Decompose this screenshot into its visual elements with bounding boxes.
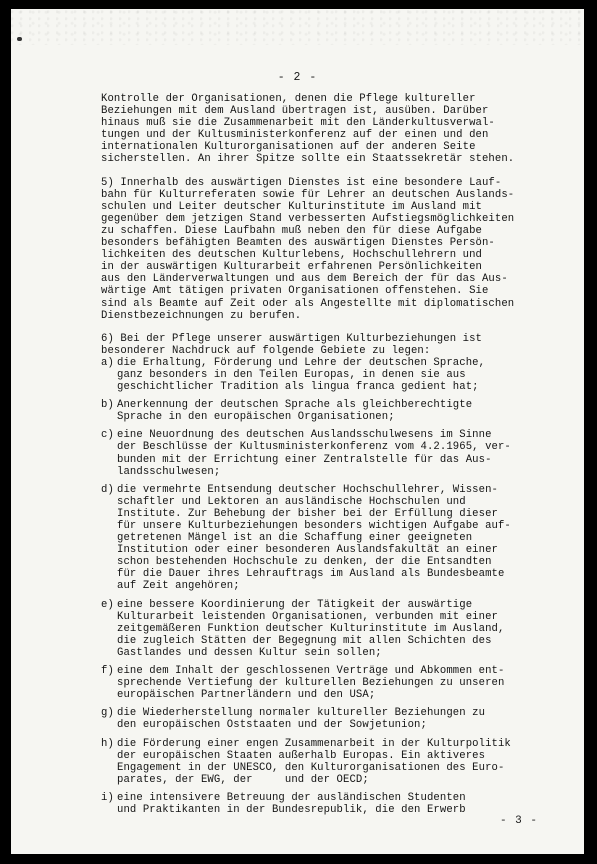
list-item-label: e): [101, 598, 114, 611]
document-body: [101, 93, 571, 816]
list-item: [101, 738, 571, 786]
list-item-label: g): [101, 707, 114, 720]
list-item-label: a): [101, 356, 114, 369]
list-item: [101, 484, 571, 593]
list-item-text: Anerkennung der deutschen Sprache als gleichberechtigte Sprache in den europäischen Organisationen;: [117, 399, 473, 424]
list-item: [101, 665, 571, 701]
list-item-text: eine bessere Koordinierung der Tätigkeit der auswärtige Kulturarbeit leistenden Organisationen, verbunden mit einer zeitgemäßeren Funktion deutscher Kulturinstitute im Ausland, die zugleich Stätten der Begegnung mit allen Schichten des Gastlandes und dessen Kultur sein sollen;: [117, 598, 505, 659]
list-item-text: eine intensivere Betreuung der ausländischen Studenten und Praktikanten in der Bundesrepublik, die den Erwerb: [117, 791, 466, 816]
list-item: [101, 792, 571, 816]
document-page: [11, 9, 584, 854]
list-item-label: f): [101, 665, 114, 678]
list-item-text: die vermehrte Entsendung deutscher Hochschullehrer, Wissen- schaftler und Lektoren an ausländische Hochschulen und Institute. Zur Behebung der bisher bei der Erfüllung dieser für unsere Kulturbeziehungen besonders wichtigen Aufgabe auf- getretenen Mängel ist an die Schaffung einer geeigneten Institution oder einer besonderen Auslandsfakultät an einer schon bestehenden Hochschule zu denken, der die Entsandten für die Dauer ihres Lehrauftrags im Ausland als Bundesbeamte auf Zeit angehören;: [117, 483, 511, 593]
paragraph-continuation: Kontrolle der Organisationen, denen die Pflege kultureller Beziehungen mit dem Ausland übertragen ist, ausüben. Darüber hinaus muß sie die Zusammenarbeit mit den Länderkultusverwal- tungen und der Kultusministerkonferenz auf der einen und den internationalen Kulturorganisationen auf der anderen Seite sicherstellen. An ihrer Spitze sollte ein Staatssekretär stehen.: [101, 93, 515, 166]
list-item: [101, 357, 571, 393]
paragraph-5: 5) Innerhalb des auswärtigen Dienstes ist eine besondere Lauf- bahn für Kulturreferaten sowie für Lehrer an deutschen Auslands- schulen und Leiter deutscher Kulturinstitute im Ausland mit gegenüber dem jetzigen Stand verbesserten Aufstiegsmöglichkeiten zu schaffen. Diese Laufbahn muß neben den für diese Aufgabe besonders befähigten Beamten des auswärtigen Dienstes Persön- lichkeiten des deutschen Kulturlebens, Hochschullehrern und in der auswärtigen Kulturarbeit erfahrenen Persönlichkeiten aus den Länderverwaltungen und aus dem Bereich der für das Aus- wärtige Amt tätigen privaten Organisationen offenstehen. Sie sind als Beamte auf Zeit oder als Angestellte mit diplomatischen Dienstbezeichnungen zu berufen.: [101, 176, 515, 322]
page-number-footer: - 3 -: [499, 815, 538, 827]
paragraph-6-intro: 6) Bei der Pflege unserer auswärtigen Kulturbeziehungen ist besonderer Nachdruck auf folgende Gebiete zu legen:: [101, 332, 482, 357]
list-item: [101, 707, 571, 731]
list-item-label: h): [101, 737, 114, 750]
list-item-text: die Wiederherstellung normaler kultureller Beziehungen zu den europäischen Oststaaten und der Sowjetunion;: [117, 707, 486, 732]
scan-noise: [11, 9, 584, 45]
list-item: [101, 399, 571, 423]
list-item-text: eine dem Inhalt der geschlossenen Verträge und Abkommen ent- sprechende Vertiefung der kulturellen Beziehungen zu unseren europäischen Partnerländern und den USA;: [117, 665, 505, 702]
list-item: [101, 429, 571, 477]
list-item-label: b): [101, 399, 114, 412]
list-item-text: die Förderung einer engen Zusammenarbeit in der Kulturpolitik der europäischen Staaten außerhalb Europas. Ein aktiveres Engagement in der UNESCO, den Kulturorganisationen des Euro- parates, der EWG, der und der OECD;: [117, 737, 511, 786]
page-number-header: - 2 -: [277, 71, 318, 84]
list-item-text: die Erhaltung, Förderung und Lehre der deutschen Sprache, ganz besonders in den Teilen Europas, in denen sie aus geschichtlicher Tradition als lingua franca gedient hat;: [117, 356, 486, 394]
list-item: [101, 599, 571, 659]
list-item-label: i): [101, 791, 114, 804]
list-item-text: eine Neuordnung des deutschen Auslandsschulwesens im Sinne der Beschlüsse der Kultusministerkonferenz vom 4.2.1965, ver- bunden mit der Errichtung einer Zentralstelle für das Aus- landsschulwesen;: [117, 429, 511, 478]
list-item-label: c): [101, 429, 114, 442]
list-item-label: d): [101, 483, 114, 496]
punch-mark: [17, 37, 22, 41]
